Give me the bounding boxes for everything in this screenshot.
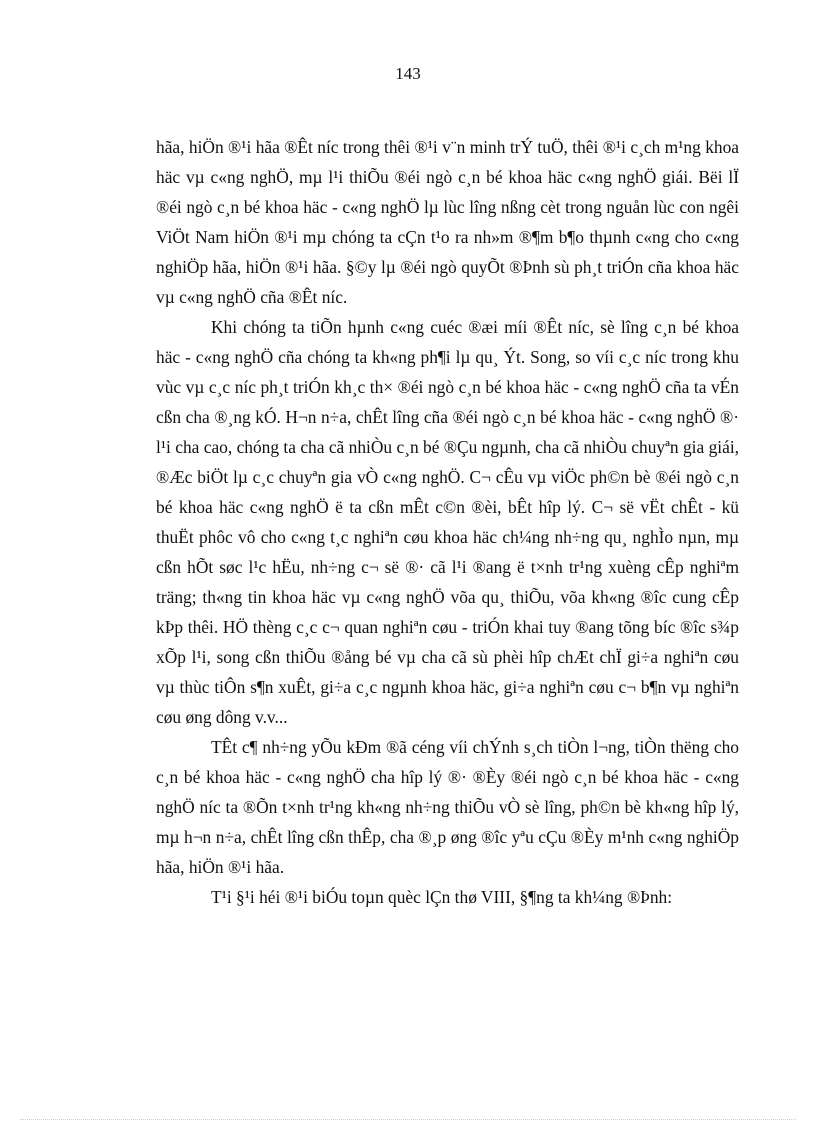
paragraph: TÊt c¶ nh÷ng yÕu kÐm ®ã céng víi chÝnh s¸ch tiÒn l¬ng, tiÒn thëng cho c¸n bé khoa häc - c«ng nghÖ cha hîp lý ®· ®Èy ®éi ngò c¸n bé khoa häc - c«ng nghÖ níc ta ®Õn t×nh tr¹ng kh«ng nh÷ng thiÕu vÒ sè lîng, ph©n bè kh«ng hîp lý, mµ h¬n n÷a, chÊt lîng cßn thÊp, cha ®¸p øng ®îc yªu cÇu ®Èy m¹nh c«ng nghiÖp hãa, hiÖn ®¹i hãa. xyxy=(156,737,739,877)
page-footer-divider xyxy=(20,1119,796,1120)
paragraph: T¹i §¹i héi ®¹i biÓu toµn quèc lÇn thø VIII, §¶ng ta kh¼ng ®Þnh: xyxy=(211,887,673,907)
body-text xyxy=(156,132,739,912)
paragraph-continuation: hãa, hiÖn ®¹i hãa ®Êt níc trong thêi ®¹i v¨n minh trÝ tuÖ, thêi ®¹i c¸ch m¹ng khoa häc vµ c«ng nghÖ, mµ l¹i thiÕu ®éi ngò c¸n bé khoa häc c«ng nghÖ giái. Bëi lÏ ®éi ngò c¸n bé khoa häc - c«ng nghÖ lµ lùc lîng nßng cèt trong nguån lùc con ngêi ViÖt Nam hiÖn ®¹i mµ chóng ta cÇn t¹o ra nh»m ®¶m b¶o thµnh c«ng cho c«ng nghiÖp hãa, hiÖn ®¹i hãa. §©y lµ ®éi ngò quyÕt ®Þnh sù ph¸t triÓn cña khoa häc vµ c«ng nghÖ cña ®Êt níc. xyxy=(156,137,739,307)
paragraph: Khi chóng ta tiÕn hµnh c«ng cuéc ®æi míi ®Êt níc, sè lîng c¸n bé khoa häc - c«ng nghÖ cña chóng ta kh«ng ph¶i lµ qu¸ Ýt. Song, so víi c¸c níc trong khu vùc vµ c¸c níc ph¸t triÓn kh¸c th× ®éi ngò c¸n bé khoa häc - c«ng nghÖ cña ta vÉn cßn cha ®¸ng kÓ. H¬n n÷a, chÊt lîng cña ®éi ngò c¸n bé khoa häc - c«ng nghÖ ®· l¹i cha cao, chóng ta cha cã nhiÒu c¸n bé ®Çu ngµnh, cha cã nhiÒu chuyªn gia giái, ®Æc biÖt lµ c¸c chuyªn gia vÒ c«ng nghÖ. C¬ cÊu vµ viÖc ph©n bè ®éi ngò c¸n bé khoa häc c«ng nghÖ ë ta cßn mÊt c©n ®èi, bÊt hîp lý. C¬ së vËt chÊt - kü thuËt phôc vô cho c«ng t¸c nghiªn cøu khoa häc ch¼ng nh÷ng qu¸ nghÌo nµn, mµ cßn hÕt søc l¹c hËu, nh÷ng c¬ së ®· cã l¹i ®ang ë t×nh tr¹ng xuèng cÊp nghiªm träng; th«ng tin khoa häc vµ c«ng nghÖ võa qu¸ thiÕu, võa kh«ng ®îc cung cÊp kÞp thêi. HÖ thèng c¸c c¬ quan nghiªn cøu - triÓn khai tuy ®ang tõng bíc ®îc s¾p xÕp l¹i, song cßn thiÕu ®ång bé vµ cha cã sù phèi hîp chÆt chÏ gi÷a nghiªn cøu vµ thùc tiÔn s¶n xuÊt, gi÷a c¸c ngµnh khoa häc, gi÷a nghiªn cøu c¬ b¶n vµ nghiªn cøu øng dông v.v... xyxy=(156,317,739,727)
page-number: 143 xyxy=(395,64,421,83)
